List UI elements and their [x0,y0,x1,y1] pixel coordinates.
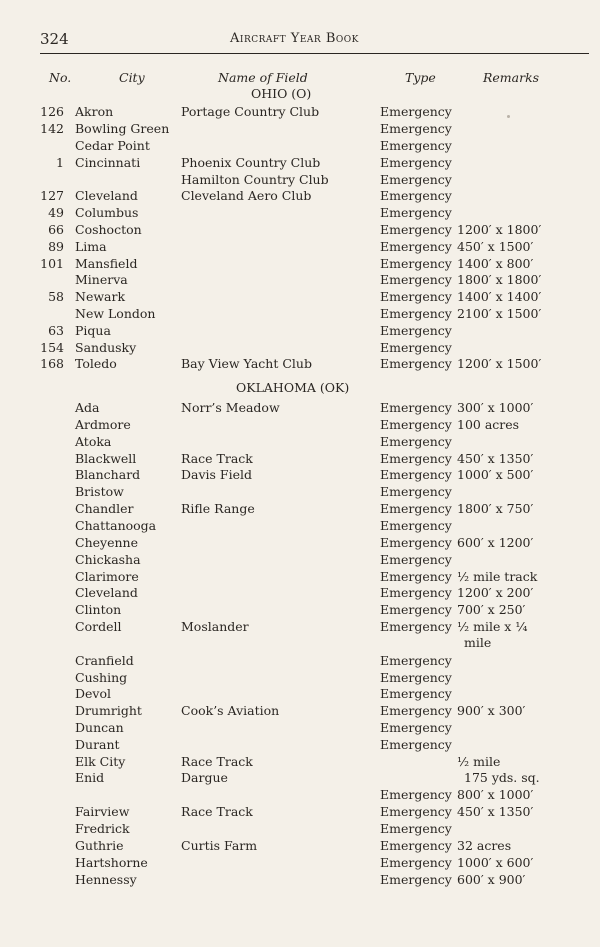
cell-type: Emergency [380,653,452,668]
cell-city: Columbus [75,205,139,220]
page-number: 324 [40,30,69,48]
cell-city: Elk City [75,754,126,769]
cell-city: Atoka [75,434,112,449]
cell-type: Emergency [380,222,452,237]
cell-field: Norr’s Meadow [181,400,280,415]
cell-remarks: 450′ x 1350′ [457,804,534,819]
cell-remarks: 1000′ x 500′ [457,467,534,482]
cell-type: Emergency [380,256,452,271]
cell-type: Emergency [380,417,452,432]
cell-city: Durant [75,737,120,752]
cell-city: Chickasha [75,552,141,567]
cell-field: Cleveland Aero Club [181,188,312,203]
cell-city: Bowling Green [75,121,170,136]
cell-remarks: 2100′ x 1500′ [457,306,542,321]
cell-remarks: 450′ x 1500′ [457,239,534,254]
cell-type: Emergency [380,484,452,499]
cell-field: Race Track [181,804,253,819]
page-header [40,30,585,50]
cell-type: Emergency [380,855,452,870]
column-header-city: City [119,70,145,85]
cell-type: Emergency [380,535,452,550]
paper-speck [507,115,510,118]
cell-type: Emergency [380,670,452,685]
cell-remarks: 1000′ x 600′ [457,855,534,870]
cell-type: Emergency [380,686,452,701]
cell-city: Fairview [75,804,130,819]
cell-city: Newark [75,289,126,304]
cell-city: Minerva [75,272,128,287]
cell-type: Emergency [380,400,452,415]
cell-no: 154 [40,340,64,355]
cell-remarks: ½ mile [457,754,501,769]
cell-type: Emergency [380,619,452,634]
cell-city: Toledo [75,356,117,371]
cell-field: Race Track [181,754,253,769]
cell-remarks: 175 yds. sq. [464,770,540,785]
cell-type: Emergency [380,569,452,584]
cell-no: 58 [48,289,64,304]
cell-no: 126 [40,104,64,119]
cell-remarks: 600′ x 1200′ [457,535,534,550]
column-header-remarks: Remarks [483,70,540,85]
cell-type: Emergency [380,172,452,187]
cell-type: Emergency [380,602,452,617]
cell-city: Akron [75,104,114,119]
column-header-no: No. [49,70,72,85]
cell-remarks: 600′ x 900′ [457,872,526,887]
cell-city: Cheyenne [75,535,138,550]
cell-remarks: ½ mile x ¼ [457,619,528,634]
cell-city: Mansfield [75,256,138,271]
cell-city: Cleveland [75,585,138,600]
cell-type: Emergency [380,518,452,533]
cell-field: Curtis Farm [181,838,258,853]
cell-city: Clarimore [75,569,139,584]
cell-field: Race Track [181,451,253,466]
cell-type: Emergency [380,306,452,321]
cell-type: Emergency [380,434,452,449]
cell-remarks: 800′ x 1000′ [457,787,534,802]
cell-type: Emergency [380,272,452,287]
cell-type: Emergency [380,585,452,600]
cell-city: Bristow [75,484,124,499]
cell-no: 127 [40,188,64,203]
cell-city: Blanchard [75,467,141,482]
cell-type: Emergency [380,205,452,220]
cell-city: Devol [75,686,112,701]
cell-no: 101 [40,256,64,271]
cell-type: Emergency [380,703,452,718]
cell-city: Cushing [75,670,128,685]
cell-remarks: 32 acres [457,838,512,853]
cell-type: Emergency [380,356,452,371]
cell-city: Enid [75,770,105,785]
cell-field: Cook’s Aviation [181,703,280,718]
cell-no: 49 [48,205,64,220]
cell-city: Ada [75,400,100,415]
running-title: Aircraft Year Book [230,31,359,46]
cell-type: Emergency [380,451,452,466]
cell-type: Emergency [380,323,452,338]
cell-type: Emergency [380,821,452,836]
cell-city: Clinton [75,602,122,617]
cell-city: Guthrie [75,838,124,853]
cell-city: Lima [75,239,107,254]
cell-remarks: 1800′ x 1800′ [457,272,542,287]
cell-field: Rifle Range [181,501,255,516]
column-header-type: Type [405,70,436,85]
cell-remarks: ½ mile track [457,569,538,584]
cell-type: Emergency [380,121,452,136]
cell-field: Dargue [181,770,228,785]
cell-city: Chandler [75,501,134,516]
cell-city: Duncan [75,720,124,735]
header-rule [40,53,589,54]
cell-type: Emergency [380,737,452,752]
cell-city: Chattanooga [75,518,157,533]
cell-city: Cedar Point [75,138,150,153]
cell-remarks: 1200′ x 1500′ [457,356,542,371]
cell-remarks: 1400′ x 1400′ [457,289,542,304]
cell-type: Emergency [380,340,452,355]
cell-city: Coshocton [75,222,142,237]
cell-type: Emergency [380,720,452,735]
section-title-ohio: OHIO (O) [251,86,312,101]
cell-no: 168 [40,356,64,371]
cell-remarks: 1200′ x 200′ [457,585,534,600]
cell-type: Emergency [380,104,452,119]
cell-type: Emergency [380,787,452,802]
cell-no: 142 [40,121,64,136]
cell-no: 1 [56,155,64,170]
cell-type: Emergency [380,188,452,203]
cell-no: 63 [48,323,64,338]
cell-remarks-continued: mile [464,635,492,650]
cell-city: Cincinnati [75,155,141,170]
section-title-oklahoma: OKLAHOMA (OK) [236,380,350,395]
cell-type: Emergency [380,155,452,170]
cell-type: Emergency [380,467,452,482]
cell-city: New London [75,306,156,321]
cell-remarks: 900′ x 300′ [457,703,526,718]
cell-city: Ardmore [75,417,131,432]
cell-type: Emergency [380,872,452,887]
cell-field: Portage Country Club [181,104,320,119]
column-header-field: Name of Field [218,70,308,85]
cell-city: Hennessy [75,872,137,887]
cell-city: Fredrick [75,821,130,836]
cell-type: Emergency [380,838,452,853]
cell-field: Phoenix Country Club [181,155,321,170]
cell-city: Blackwell [75,451,137,466]
cell-type: Emergency [380,552,452,567]
cell-remarks: 450′ x 1350′ [457,451,534,466]
cell-no: 66 [48,222,64,237]
cell-city: Drumright [75,703,142,718]
cell-remarks: 100 acres [457,417,520,432]
cell-city: Cordell [75,619,122,634]
cell-city: Piqua [75,323,111,338]
cell-city: Hartshorne [75,855,148,870]
cell-type: Emergency [380,138,452,153]
cell-remarks: 1800′ x 750′ [457,501,534,516]
cell-remarks: 300′ x 1000′ [457,400,534,415]
cell-type: Emergency [380,289,452,304]
cell-type: Emergency [380,501,452,516]
cell-field: Bay View Yacht Club [181,356,312,371]
cell-type: Emergency [380,239,452,254]
cell-type: Emergency [380,804,452,819]
cell-city: Cleveland [75,188,138,203]
cell-no: 89 [48,239,64,254]
cell-remarks: 1200′ x 1800′ [457,222,542,237]
cell-field: Hamilton Country Club [181,172,329,187]
cell-field: Davis Field [181,467,252,482]
cell-remarks: 1400′ x 800′ [457,256,534,271]
cell-remarks: 700′ x 250′ [457,602,526,617]
cell-field: Moslander [181,619,249,634]
cell-city: Cranfield [75,653,134,668]
cell-city: Sandusky [75,340,137,355]
